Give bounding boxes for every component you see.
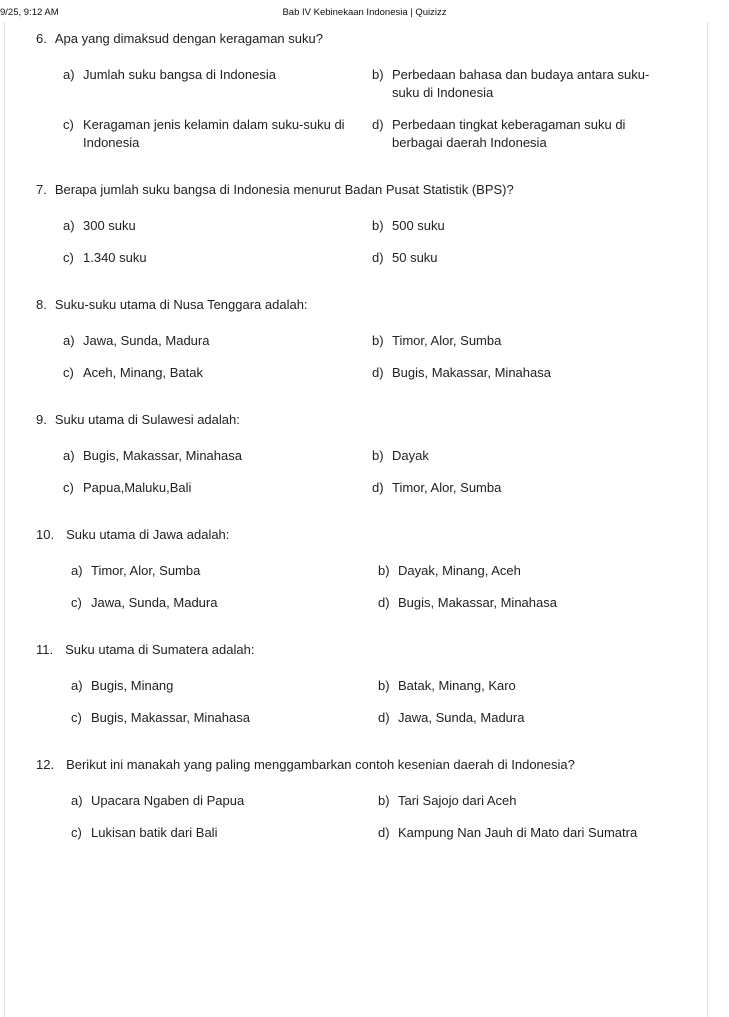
option-letter: c) xyxy=(71,595,82,610)
answer-options xyxy=(5,562,707,612)
answer-option-d[interactable] xyxy=(372,479,672,497)
answer-option-c[interactable] xyxy=(71,824,378,842)
answer-options xyxy=(5,217,707,267)
option-letter: d) xyxy=(372,480,384,495)
option-text: Perbedaan tingkat keberagaman suku di berbagai daerah Indonesia xyxy=(392,117,626,150)
answer-options xyxy=(5,447,707,497)
question-number: 9. xyxy=(36,412,47,427)
option-text: Papua,Maluku,Bali xyxy=(83,480,192,495)
option-text: Kampung Nan Jauh di Mato dari Sumatra xyxy=(398,825,638,840)
option-text: 300 suku xyxy=(83,218,136,233)
question-12 xyxy=(5,756,707,842)
option-letter: b) xyxy=(372,448,384,463)
option-letter: c) xyxy=(63,365,74,380)
option-text: Batak, Minang, Karo xyxy=(398,678,516,693)
option-text: Perbedaan bahasa dan budaya antara suku-suku di Indonesia xyxy=(392,67,650,100)
print-timestamp: 9/25, 9:12 AM xyxy=(0,7,59,18)
answer-options xyxy=(5,332,707,382)
option-letter: a) xyxy=(63,218,75,233)
option-text: Keragaman jenis kelamin dalam suku-suku di Indonesia xyxy=(83,117,345,150)
question-header xyxy=(5,181,707,199)
question-header xyxy=(5,411,707,429)
question-header xyxy=(5,641,707,659)
answer-option-b[interactable] xyxy=(372,447,672,465)
question-number: 6. xyxy=(36,31,47,46)
option-letter: b) xyxy=(378,793,390,808)
option-letter: b) xyxy=(372,333,384,348)
option-text: Jawa, Sunda, Madura xyxy=(83,333,210,348)
option-letter: d) xyxy=(372,117,384,132)
question-text: Berapa jumlah suku bangsa di Indonesia menurut Badan Pusat Statistik (BPS)? xyxy=(54,182,514,197)
option-letter: a) xyxy=(71,563,83,578)
option-text: Timor, Alor, Sumba xyxy=(91,563,201,578)
answer-option-c[interactable] xyxy=(71,709,378,727)
answer-option-d[interactable] xyxy=(372,116,672,152)
question-number: 11. xyxy=(36,642,54,657)
option-letter: d) xyxy=(372,365,384,380)
quiz-page xyxy=(4,22,708,1017)
question-11 xyxy=(5,641,707,727)
question-number: 8. xyxy=(36,297,47,312)
option-letter: a) xyxy=(63,448,75,463)
option-letter: b) xyxy=(378,678,390,693)
option-letter: c) xyxy=(63,117,74,132)
answer-option-d[interactable] xyxy=(378,709,678,727)
option-letter: d) xyxy=(378,710,390,725)
answer-option-c[interactable] xyxy=(63,364,372,382)
option-letter: c) xyxy=(63,480,74,495)
option-text: 500 suku xyxy=(392,218,445,233)
option-text: Aceh, Minang, Batak xyxy=(83,365,203,380)
option-letter: b) xyxy=(372,218,384,233)
answer-option-b[interactable] xyxy=(378,677,678,695)
print-header xyxy=(0,0,729,22)
option-letter: c) xyxy=(71,710,82,725)
option-letter: d) xyxy=(378,595,390,610)
option-letter: b) xyxy=(378,563,390,578)
option-text: Tari Sajojo dari Aceh xyxy=(398,793,517,808)
option-letter: d) xyxy=(378,825,390,840)
answer-option-a[interactable] xyxy=(63,217,372,235)
option-letter: a) xyxy=(63,333,75,348)
answer-option-d[interactable] xyxy=(372,364,672,382)
answer-option-a[interactable] xyxy=(71,677,378,695)
answer-option-a[interactable] xyxy=(71,562,378,580)
option-text: Bugis, Makassar, Minahasa xyxy=(392,365,551,380)
option-letter: d) xyxy=(372,250,384,265)
option-text: Bugis, Makassar, Minahasa xyxy=(91,710,250,725)
question-header xyxy=(5,30,707,48)
question-6 xyxy=(5,30,707,152)
answer-option-b[interactable] xyxy=(378,562,678,580)
question-7 xyxy=(5,181,707,267)
question-header xyxy=(5,756,707,774)
answer-option-c[interactable] xyxy=(71,594,378,612)
option-text: Bugis, Minang xyxy=(91,678,174,693)
option-letter: c) xyxy=(71,825,82,840)
answer-option-a[interactable] xyxy=(63,447,372,465)
question-text: Berikut ini manakah yang paling menggambarkan contoh kesenian daerah di Indonesia? xyxy=(66,757,575,772)
option-text: Dayak, Minang, Aceh xyxy=(398,563,521,578)
option-letter: a) xyxy=(71,678,83,693)
document-title: Bab IV Kebinekaan Indonesia | Quizizz xyxy=(282,7,447,18)
question-text: Apa yang dimaksud dengan keragaman suku? xyxy=(54,31,323,46)
answer-options xyxy=(5,677,707,727)
option-text: 50 suku xyxy=(392,250,438,265)
answer-option-d[interactable] xyxy=(378,594,678,612)
question-text: Suku-suku utama di Nusa Tenggara adalah: xyxy=(54,297,308,312)
answer-option-d[interactable] xyxy=(372,249,672,267)
answer-option-d[interactable] xyxy=(378,824,678,842)
question-text: Suku utama di Sumatera adalah: xyxy=(65,642,255,657)
option-text: Timor, Alor, Sumba xyxy=(392,480,502,495)
answer-option-a[interactable] xyxy=(63,66,372,102)
question-number: 12. xyxy=(36,757,55,772)
option-text: Jumlah suku bangsa di Indonesia xyxy=(83,67,276,82)
answer-option-c[interactable] xyxy=(63,249,372,267)
answer-option-c[interactable] xyxy=(63,479,372,497)
answer-option-c[interactable] xyxy=(63,116,372,152)
option-text: Bugis, Makassar, Minahasa xyxy=(398,595,557,610)
option-letter: a) xyxy=(71,793,83,808)
answer-options xyxy=(5,66,707,152)
option-text: Lukisan batik dari Bali xyxy=(91,825,218,840)
question-text: Suku utama di Jawa adalah: xyxy=(66,527,230,542)
answer-option-a[interactable] xyxy=(71,792,378,810)
question-8 xyxy=(5,296,707,382)
answer-option-b[interactable] xyxy=(378,792,678,810)
option-letter: a) xyxy=(63,67,75,82)
question-header xyxy=(5,296,707,314)
answer-option-a[interactable] xyxy=(63,332,372,350)
answer-option-b[interactable] xyxy=(372,217,672,235)
answer-option-b[interactable] xyxy=(372,66,672,102)
answer-option-b[interactable] xyxy=(372,332,672,350)
option-letter: b) xyxy=(372,67,384,82)
option-text: Jawa, Sunda, Madura xyxy=(91,595,218,610)
question-9 xyxy=(5,411,707,497)
question-10 xyxy=(5,526,707,612)
question-list xyxy=(5,30,707,871)
option-text: Jawa, Sunda, Madura xyxy=(398,710,525,725)
option-text: Upacara Ngaben di Papua xyxy=(91,793,245,808)
answer-options xyxy=(5,792,707,842)
question-number: 10. xyxy=(36,527,55,542)
option-text: Timor, Alor, Sumba xyxy=(392,333,502,348)
question-header xyxy=(5,526,707,544)
question-text: Suku utama di Sulawesi adalah: xyxy=(54,412,240,427)
option-text: Bugis, Makassar, Minahasa xyxy=(83,448,242,463)
option-text: 1.340 suku xyxy=(83,250,147,265)
option-text: Dayak xyxy=(392,448,429,463)
option-letter: c) xyxy=(63,250,74,265)
question-number: 7. xyxy=(36,182,47,197)
